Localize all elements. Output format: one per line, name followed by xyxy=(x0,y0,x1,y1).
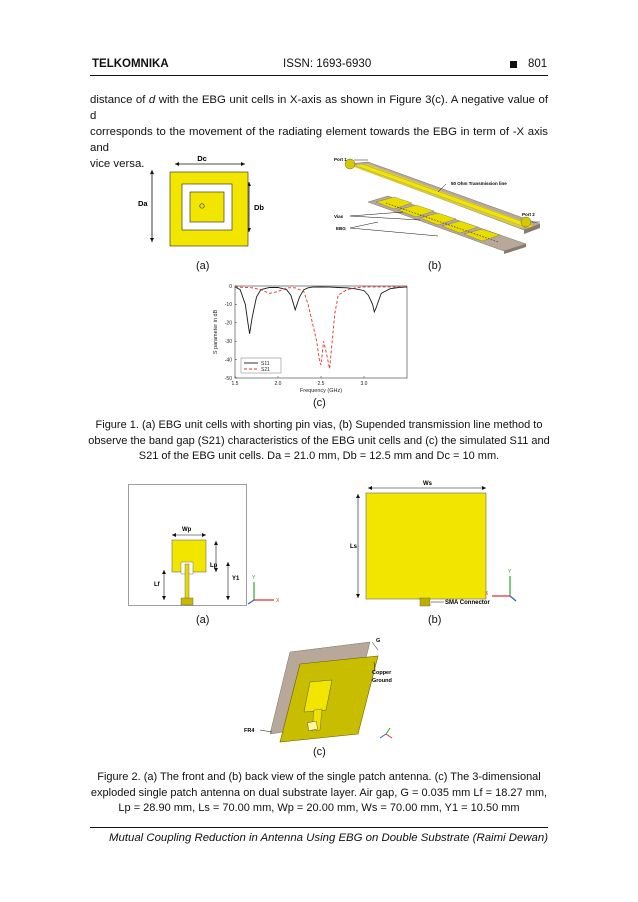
fig2b-back-view xyxy=(338,478,528,608)
figure1-caption xyxy=(80,418,558,465)
fig2c-label: (c) xyxy=(313,746,326,758)
variable-d: d xyxy=(148,94,156,106)
fig2a-label: (a) xyxy=(196,614,210,626)
series-line-s11 xyxy=(235,287,407,334)
caption-line-3: S21 of the EBG unit cells. Da = 21.0 mm, Db = 12.5 mm and Dc = 10 mm. xyxy=(138,450,500,462)
vias-label: Vias xyxy=(334,214,344,219)
dim-wp: Wp xyxy=(182,527,192,533)
fig1b-label: (b) xyxy=(428,260,442,272)
paragraph-line-2: corresponds to the movement of the radiating element towards the EBG in term of -X axis and xyxy=(90,126,548,154)
caption-line-1: Figure 1. (a) EBG unit cells with shorting pin vias, (b) Supended transmission line method to xyxy=(95,419,543,431)
sma-connector-label: SMA Connector xyxy=(445,600,490,606)
journal-name: TELKOMNIKA xyxy=(92,58,169,70)
fig1a-ebg-unit-cell xyxy=(130,152,264,252)
x-axis-label: Frequency (GHz) xyxy=(299,388,343,394)
fig2c-exploded-view xyxy=(240,634,400,744)
y-tick-label: -30 xyxy=(224,339,232,345)
text-segment: with the EBG unit cells in X-axis as shown in Figure 3(c). A negative value of d xyxy=(90,94,548,122)
caption-line-2: observe the band gap (S21) characteristics of the EBG unit cells and (c) the simulated S11 and xyxy=(88,434,550,447)
caption-line-2: exploded single patch antenna on dual substrate layer. Air gap, G = 0.035 mm Lf = 18.27 mm, xyxy=(90,786,548,799)
axis-y-label: Y xyxy=(252,575,256,581)
dim-ls: Ls xyxy=(350,544,358,550)
axis-triad-icon xyxy=(485,569,516,601)
dim-ws: Ws xyxy=(423,481,432,487)
series-line-s21 xyxy=(235,287,407,369)
footer-rule xyxy=(90,827,548,828)
y-tick-label: -20 xyxy=(224,320,232,327)
running-footer: Mutual Coupling Reduction in Antenna Using EBG on Double Substrate (Raimi Dewan) xyxy=(109,832,548,844)
page-number: 801 xyxy=(528,58,548,70)
caption-line-1: Figure 2. (a) The front and (b) back view of the single patch antenna. (c) The 3-dimensional xyxy=(97,771,541,783)
paragraph-line-1 xyxy=(90,92,548,124)
dim-db: Db xyxy=(254,203,264,212)
ground-label: Ground xyxy=(372,678,392,684)
fig2a-front-view xyxy=(128,484,288,608)
y-axis-label: S parameter in dB xyxy=(213,309,219,355)
legend-label-s11: S11 xyxy=(261,360,270,367)
axis-triad-icon xyxy=(248,575,280,604)
y-tick-label: -10 xyxy=(224,302,232,309)
y-tick-label: -50 xyxy=(224,375,232,382)
dim-y1: Y1 xyxy=(232,576,240,582)
ebg-label: EBG xyxy=(336,226,346,231)
dim-lp: Lp xyxy=(210,563,218,569)
paragraph-line-3: vice versa. xyxy=(90,158,145,170)
fig1c-label: (c) xyxy=(313,397,326,409)
copper-label: Copper xyxy=(372,670,392,676)
x-tick-label: 2.0 xyxy=(274,381,282,387)
dim-da: Da xyxy=(138,199,148,208)
caption-line-3: Lp = 28.90 mm, Ls = 70.00 mm, Wp = 20.00 mm, Ws = 70.00 mm, Y1 = 10.50 mm xyxy=(118,802,520,814)
port2-label: Port 2 xyxy=(522,212,535,217)
tline-label: 50 Ohm Transmission line xyxy=(451,181,507,186)
port1-label: Port 1 xyxy=(334,157,347,162)
y-tick-label: -40 xyxy=(224,357,232,364)
axis-x-label: X xyxy=(485,591,489,597)
figure2-caption xyxy=(80,770,558,817)
header-rule xyxy=(90,75,548,76)
fr4-label: FR4 xyxy=(244,728,255,734)
axis-y-label: Y xyxy=(508,569,512,575)
fig1c-sparameter-chart xyxy=(205,278,415,398)
legend-label-s21: S21 xyxy=(261,366,270,373)
axis-x-label: X xyxy=(276,598,280,604)
axis-triad-icon xyxy=(380,728,392,738)
g-label: G xyxy=(376,638,381,644)
dim-lf: Lf xyxy=(154,582,160,588)
fig1a-label: (a) xyxy=(196,260,210,272)
x-tick-label: 3.0 xyxy=(360,381,368,387)
x-tick-label: 1.5 xyxy=(231,381,239,387)
square-bullet-icon xyxy=(510,61,517,68)
fig1b-transmission-line-setup xyxy=(328,152,546,252)
issn: ISSN: 1693-6930 xyxy=(283,58,372,70)
y-tick-label: 0 xyxy=(229,283,232,290)
text-segment: distance of xyxy=(90,94,149,106)
fig2b-label: (b) xyxy=(428,614,442,626)
x-tick-label: 2.5 xyxy=(317,381,325,387)
dim-dc: Dc xyxy=(197,154,207,163)
